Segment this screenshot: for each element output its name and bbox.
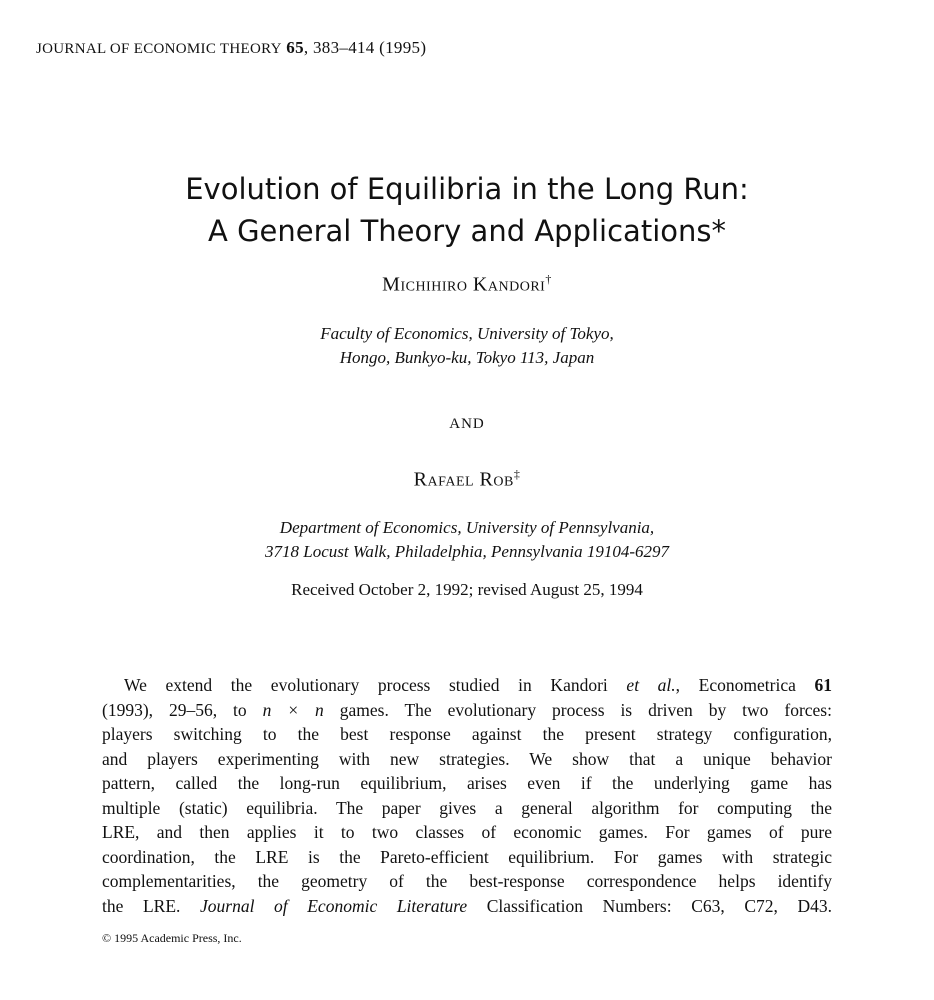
- author-2-name: Rafael Rob: [413, 468, 514, 491]
- title-line-2: A General Theory and Applications*: [208, 214, 726, 248]
- author-1-affiliation: [0, 322, 934, 370]
- title-line-1: Evolution of Equilibria in the Long Run:: [185, 172, 749, 206]
- author-2-affiliation-line-1: Department of Economics, University of Pennsylvania,: [279, 518, 655, 537]
- abstract: [102, 673, 832, 918]
- abstract-line-10: the LRE. Journal of Economic Literature Classification Numbers: C63, C72, D43.: [102, 895, 832, 916]
- abstract-line-2: (1993), 29–56, to n × n games. The evolutionary process is driven by two forces:: [102, 699, 832, 720]
- author-2-affiliation: [0, 516, 934, 564]
- abstract-line-1: We extend the evolutionary process studied in Kandori et al., Econometrica 61: [124, 675, 832, 695]
- abstract-line-6: multiple (static) equilibria. The paper gives a general algorithm for computing the: [102, 797, 832, 818]
- copyright-notice: © 1995 Academic Press, Inc.: [102, 931, 242, 945]
- author-1-affiliation-line-2: Hongo, Bunkyo-ku, Tokyo 113, Japan: [339, 348, 595, 367]
- journal-name: JOURNAL OF ECONOMIC THEORY: [36, 41, 282, 57]
- received-date: Received October 2, 1992; revised August 25, 1994: [291, 580, 643, 599]
- abstract-line-7: LRE, and then applies it to two classes of economic games. For games of pure: [102, 822, 832, 842]
- journal-header: [36, 38, 426, 58]
- journal-volume: 65: [286, 38, 304, 57]
- author-2: [0, 467, 934, 492]
- journal-pages-year: , 383–414 (1995): [303, 38, 427, 57]
- author-1: [0, 272, 934, 297]
- abstract-line-4: and players experimenting with new strategies. We show that a unique behavior: [102, 748, 832, 769]
- abstract-line-8: coordination, the LRE is the Pareto-efficient equilibrium. For games with strategic: [102, 846, 832, 867]
- author-1-mark: †: [545, 272, 552, 286]
- author-1-affiliation-line-1: Faculty of Economics, University of Tokyo,: [320, 324, 614, 343]
- author-2-mark: ‡: [513, 467, 521, 481]
- author-1-name: Michihiro Kandori: [382, 273, 546, 296]
- author-2-affiliation-line-2: 3718 Locust Walk, Philadelphia, Pennsylvania 19104-6297: [264, 542, 670, 561]
- abstract-line-3: players switching to the best response against the present strategy configuration,: [102, 724, 832, 744]
- abstract-line-5: pattern, called the long-run equilibrium, arises even if the underlying game has: [102, 773, 832, 793]
- and-separator: AND: [449, 416, 485, 432]
- abstract-line-9: complementarities, the geometry of the best-response correspondence helps identify: [102, 871, 832, 891]
- paper-title: [0, 168, 934, 252]
